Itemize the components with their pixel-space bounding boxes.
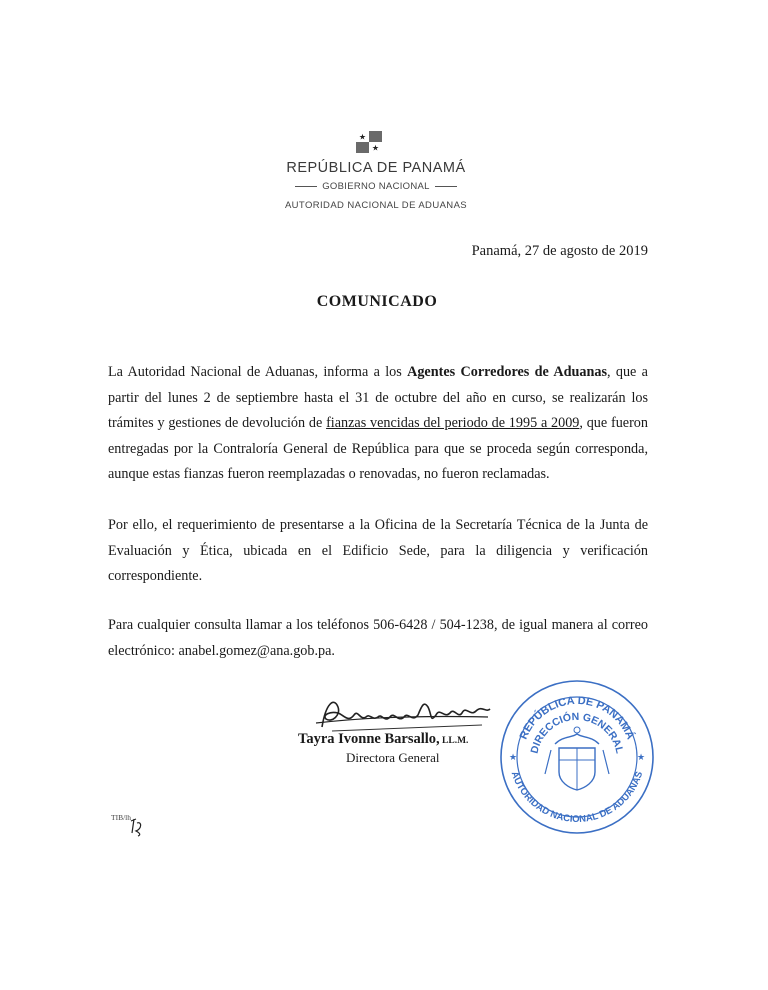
svg-text:★: ★ [509,752,518,762]
paragraph-1-text: , que fueron entregadas por la Contraloría General de República para que se proceda según corresponda, aunque estas fianzas fueron reemplazadas o renovadas, no fueron reclamadas. [108,415,648,482]
paragraph-1 [108,360,648,488]
signer-role: Directora General [346,750,440,765]
panama-flag-logo [356,131,382,153]
header-agency: AUTORIDAD NACIONAL DE ADUANAS [284,200,468,211]
paragraph-1-underlined: fianzas vencidas del periodo de 1995 a 2009 [326,415,580,431]
paragraph-1-bold: Agentes Corredores de Aduanas [407,364,607,380]
svg-text:★: ★ [637,752,646,762]
signer-credential: LL.M. [439,736,469,746]
svg-text:★: ★ [358,132,367,142]
divider [435,186,457,187]
svg-text:★: ★ [371,143,380,153]
document-title: COMUNICADO [316,293,438,310]
divider [295,186,317,187]
initials-mark [128,815,144,837]
signer-name [298,731,468,748]
stamp-top-text: REPÚBLICA DE PANAMÁ [517,694,637,742]
official-stamp [497,678,657,836]
document-date: Panamá, 27 de agosto de 2019 [471,243,648,259]
paragraph-3: Para cualquier consulta llamar a los teléfonos 506-6428 / 504-1238, de igual manera al correo electrónico: anabel.gomez@ana.gob.pa. [108,617,648,659]
header-title: REPÚBLICA DE PANAMÁ [286,160,466,176]
paragraph-1-text: , que a partir del lunes 2 de septiembre hasta el 31 de octubre del año en curso, se realizarán los trámites y gestiones de devolución de [108,364,648,431]
stamp-inner-text: DIRECCIÓN GENERAL [528,710,626,755]
paragraph-1-text: La Autoridad Nacional de Aduanas, informa a los [108,364,408,380]
typist-initials: TIB/lh [111,813,131,822]
header-subtitle-text: GOBIERNO NACIONAL [322,181,430,192]
paragraph-2: Por ello, el requerimiento de presentarse a la Oficina de la Secretaría Técnica de la Junta de Evaluación y Ética, ubicada en el Edificio Sede, para la diligencia y verificación correspondiente. [108,517,648,584]
signer-name-text: Tayra Ivonne Barsallo, [298,731,440,747]
stamp-outer-text: AUTORIDAD NACIONAL DE ADUANAS [508,770,646,826]
header-subtitle [200,181,552,192]
